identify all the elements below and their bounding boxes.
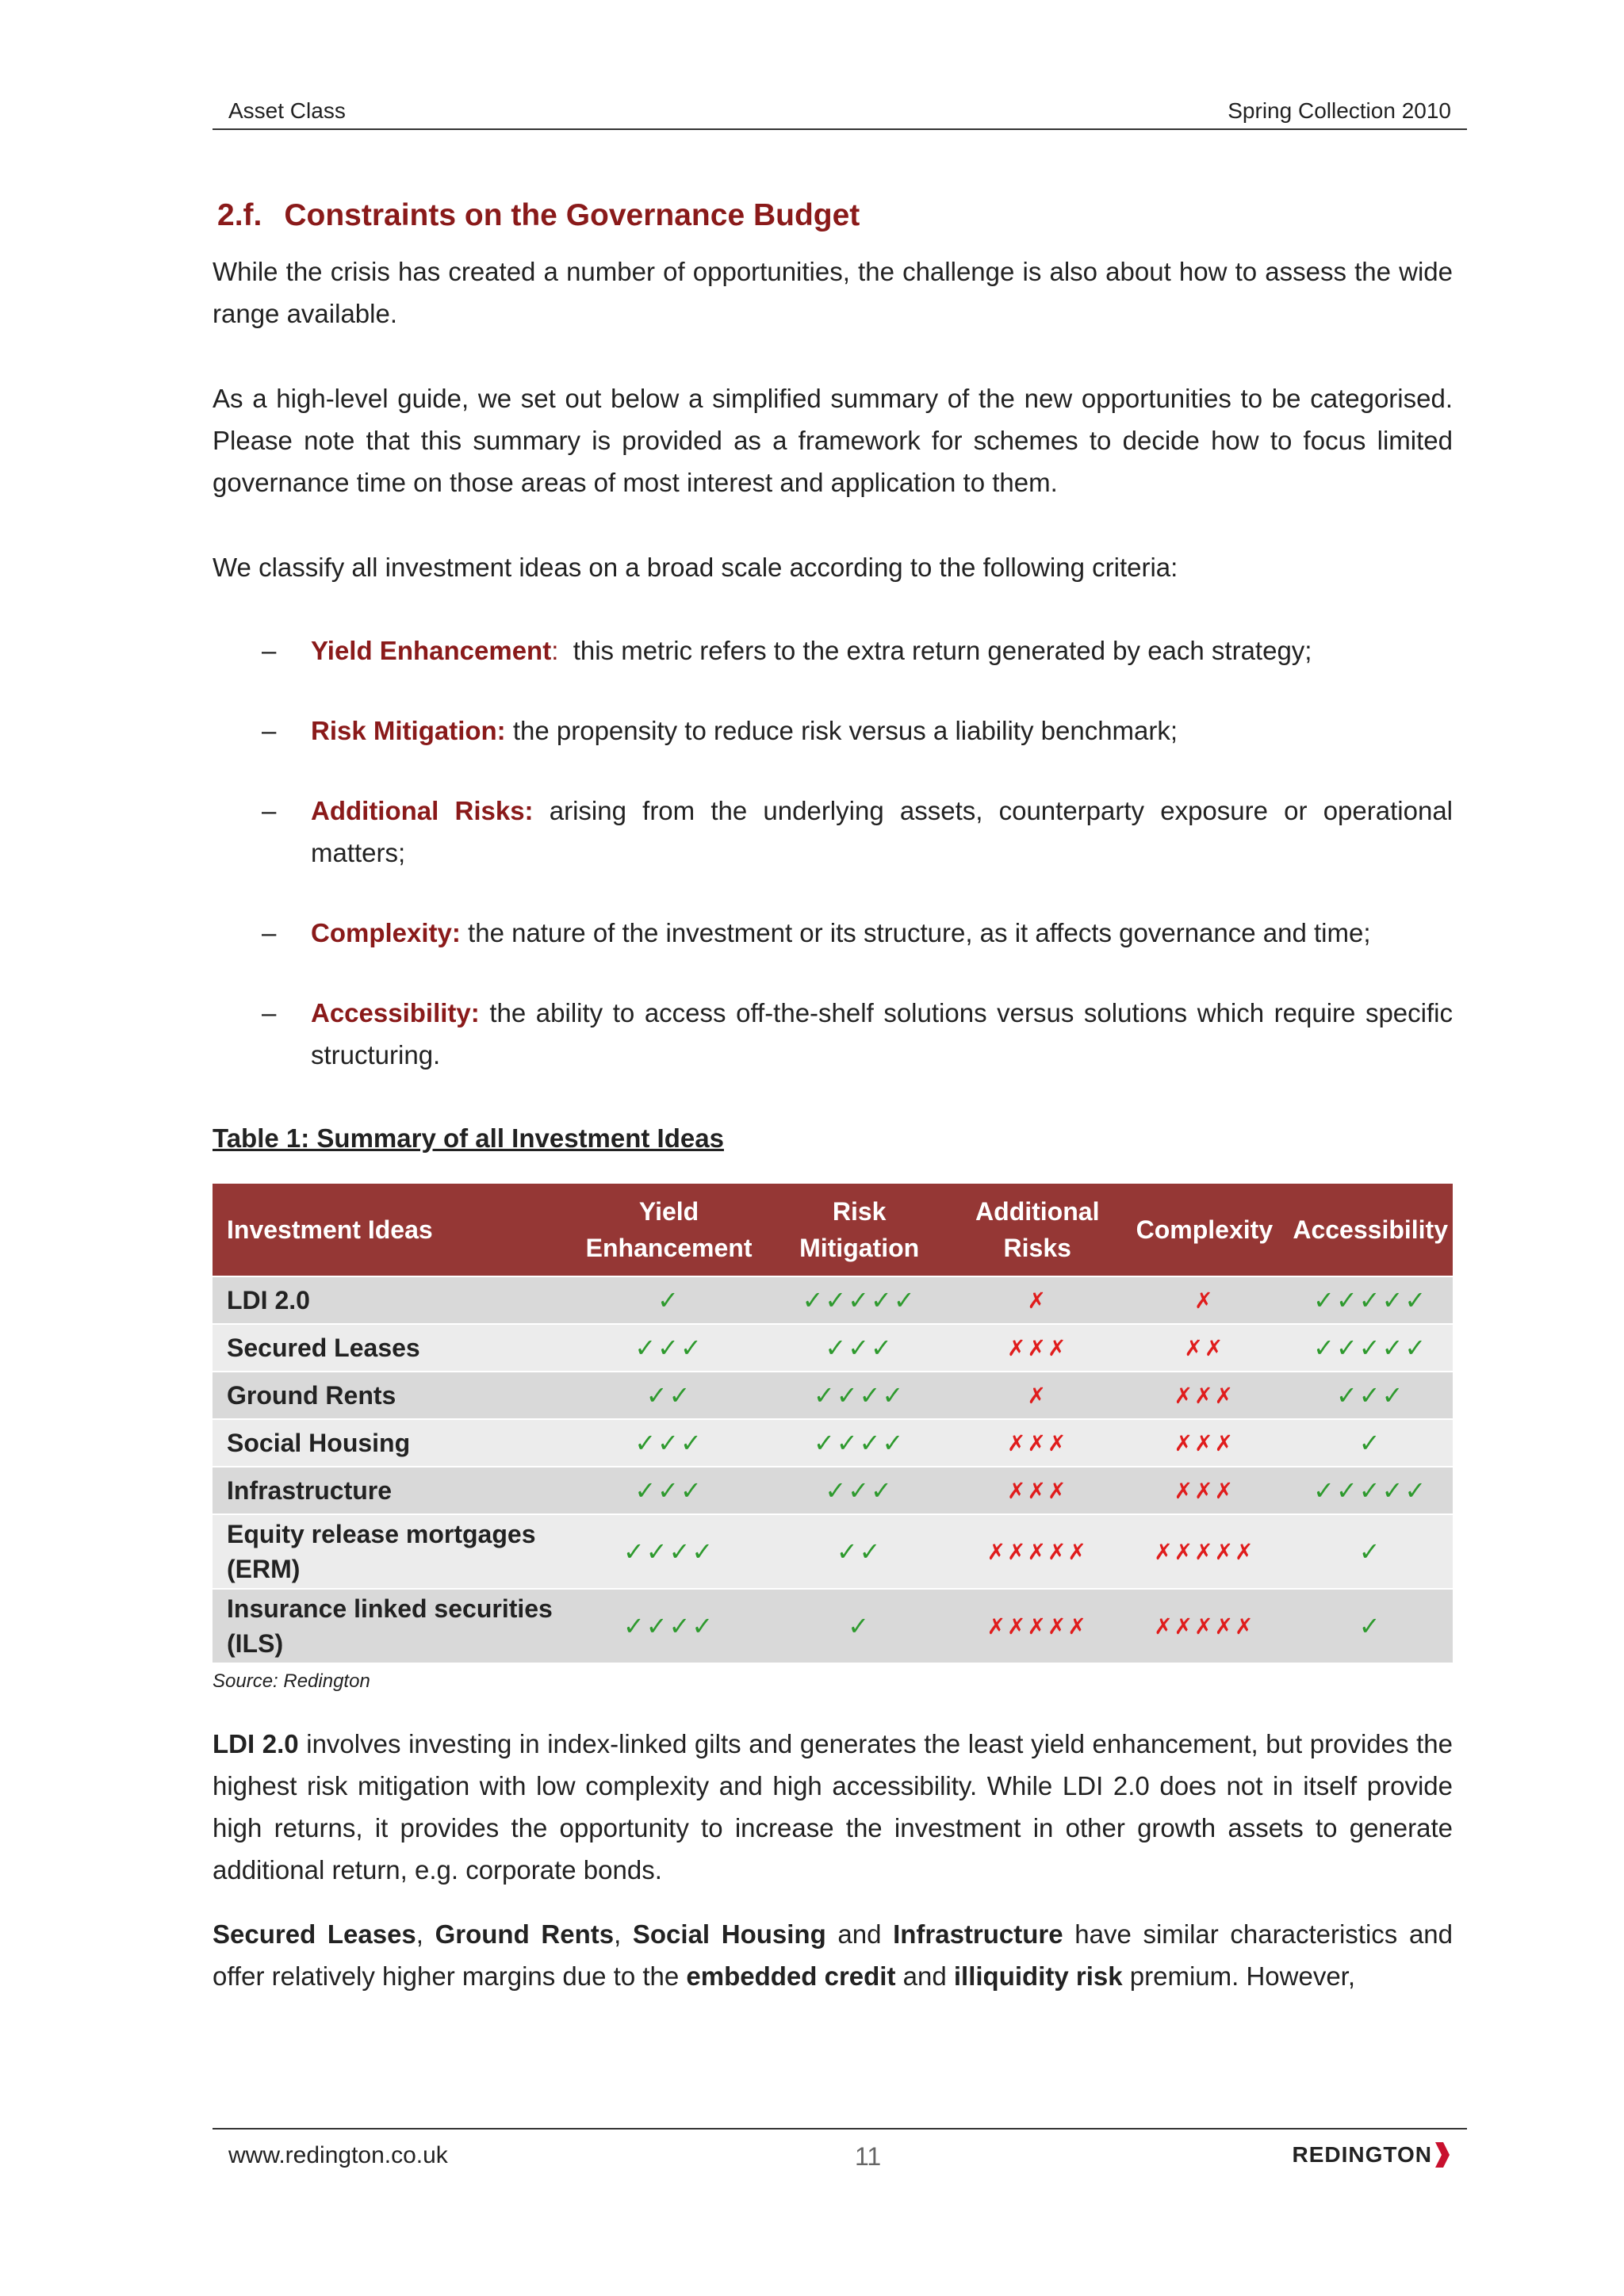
- redington-logo: [1293, 2139, 1452, 2171]
- paragraph-text: ,: [416, 1919, 435, 1949]
- criteria-item: [213, 629, 1453, 672]
- footer-website-link[interactable]: www.redington.co.uk: [228, 2142, 448, 2168]
- accessibility-rating: ✓✓✓✓✓: [1288, 1324, 1453, 1372]
- column-header-accessibility: Accessibility: [1288, 1184, 1453, 1276]
- section-number: 2.f.: [217, 198, 262, 232]
- logo-chevron-icon: [1434, 2141, 1451, 2169]
- table-row: [213, 1324, 1453, 1372]
- additional-risk-rating: ✗: [954, 1372, 1120, 1419]
- column-header-yield-enhancement: Yield Enhancement: [573, 1184, 764, 1276]
- ldi-paragraph: [213, 1723, 1453, 1891]
- page-number: 11: [855, 2142, 882, 2171]
- investment-ideas-table: [213, 1184, 1453, 1663]
- paragraph-text: involves investing in index-linked gilts and generates the least yield enhancement, but provides the highest risk mitigation with low complexity and high accessibility. While LDI 2.0 does not in itself provide high returns, it provides the opportunity to increase the investment in other growth assets to generate additional return, e.g. corporate bonds.: [213, 1729, 1453, 1885]
- additional-risk-rating: ✗✗✗✗✗: [954, 1589, 1120, 1663]
- emphasis: embedded credit: [686, 1961, 896, 1991]
- emphasis: illiquidity risk: [953, 1961, 1123, 1991]
- table-source: Source: Redington: [213, 1670, 370, 1692]
- idea-name: Social Housing: [213, 1419, 573, 1467]
- table-row: [213, 1276, 1453, 1324]
- criteria-text: the nature of the investment or its structure, as it affects governance and time;: [460, 918, 1371, 947]
- complexity-rating: ✗✗✗✗✗: [1120, 1514, 1288, 1589]
- section-title: Constraints on the Governance Budget: [284, 198, 860, 232]
- header-publication-label: Spring Collection 2010: [1228, 98, 1451, 123]
- additional-risk-rating: ✗: [954, 1276, 1120, 1324]
- section-heading: [217, 198, 1453, 233]
- criteria-intro-paragraph: We classify all investment ideas on a broad scale according to the following criteria:: [213, 553, 1178, 582]
- criteria-text: this metric refers to the extra return generated by each strategy;: [558, 636, 1312, 665]
- yield-rating: ✓✓✓: [573, 1419, 764, 1467]
- accessibility-rating: ✓✓✓✓✓: [1288, 1276, 1453, 1324]
- additional-risk-rating: ✗✗✗: [954, 1467, 1120, 1514]
- criteria-term: Accessibility:: [311, 998, 480, 1027]
- risk-rating: ✓✓✓: [764, 1467, 954, 1514]
- column-header-risk-mitigation: Risk Mitigation: [764, 1184, 954, 1276]
- intro-paragraph: While the crisis has created a number of opportunities, the challenge is also about how to assess the wide range available.: [213, 257, 1453, 328]
- criteria-text: the ability to access off-the-shelf solutions versus solutions which require specific structuring.: [311, 998, 1453, 1070]
- complexity-rating: ✗✗✗: [1120, 1419, 1288, 1467]
- idea-name: Equity release mortgages (ERM): [213, 1514, 573, 1589]
- page-content: [213, 198, 1453, 2019]
- additional-risk-rating: ✗✗✗✗✗: [954, 1514, 1120, 1589]
- secured-leases-paragraph: [213, 1913, 1453, 1997]
- complexity-rating: ✗✗✗: [1120, 1467, 1288, 1514]
- yield-rating: ✓✓✓✓: [573, 1514, 764, 1589]
- paragraph-text: and: [895, 1961, 954, 1991]
- risk-rating: ✓: [764, 1589, 954, 1663]
- criteria-item: [213, 710, 1453, 752]
- yield-rating: ✓✓✓: [573, 1324, 764, 1372]
- page-header: [213, 94, 1467, 130]
- paragraph-text: have similar characteristics and offer relatively higher margins due to the: [213, 1919, 1453, 1991]
- criteria-item: [213, 912, 1453, 954]
- additional-risk-rating: ✗✗✗: [954, 1419, 1120, 1467]
- guide-paragraph: As a high-level guide, we set out below a simplified summary of the new opportunities to be categorised. Please note that this summary is provided as a framework for schemes to decide how to focus limited governance time on those areas of most interest and application to them.: [213, 384, 1453, 497]
- table-header-row: [213, 1184, 1453, 1276]
- criteria-item: [213, 992, 1453, 1076]
- yield-rating: ✓✓✓✓: [573, 1589, 764, 1663]
- table-caption: Table 1: Summary of all Investment Ideas: [213, 1123, 724, 1153]
- accessibility-rating: ✓✓✓: [1288, 1372, 1453, 1419]
- dash-bullet: –: [262, 716, 277, 745]
- idea-name: Secured Leases: [213, 1324, 573, 1372]
- criteria-text: the propensity to reduce risk versus a liability benchmark;: [505, 716, 1178, 745]
- risk-rating: ✓✓: [764, 1514, 954, 1589]
- complexity-rating: ✗✗: [1120, 1324, 1288, 1372]
- emphasis: Ground Rents: [435, 1919, 615, 1949]
- page-footer: [213, 2128, 1467, 2193]
- dash-bullet: –: [262, 918, 277, 947]
- column-header-additional-risks: Additional Risks: [954, 1184, 1120, 1276]
- criteria-text: arising from the underlying assets, counterparty exposure or operational matters;: [311, 796, 1453, 867]
- yield-rating: ✓: [573, 1276, 764, 1324]
- accessibility-rating: ✓: [1288, 1419, 1453, 1467]
- paragraph-text: ,: [614, 1919, 633, 1949]
- table-row: [213, 1467, 1453, 1514]
- emphasis: Social Housing: [632, 1919, 826, 1949]
- logo-wordmark: REDINGTON: [1292, 2142, 1432, 2167]
- criteria-list: [213, 629, 1453, 1076]
- idea-name: Infrastructure: [213, 1467, 573, 1514]
- complexity-rating: ✗✗✗: [1120, 1372, 1288, 1419]
- risk-rating: ✓✓✓✓✓: [764, 1276, 954, 1324]
- complexity-rating: ✗✗✗✗✗: [1120, 1589, 1288, 1663]
- criteria-term: Yield Enhancement: [311, 636, 552, 665]
- table-row: [213, 1589, 1453, 1663]
- table-row: [213, 1514, 1453, 1589]
- idea-name: LDI 2.0: [213, 1276, 573, 1324]
- accessibility-rating: ✓✓✓✓✓: [1288, 1467, 1453, 1514]
- paragraph-text: premium. However,: [1122, 1961, 1356, 1991]
- emphasis: Secured Leases: [213, 1919, 416, 1949]
- table-row: [213, 1372, 1453, 1419]
- risk-rating: ✓✓✓✓: [764, 1372, 954, 1419]
- column-header-complexity: Complexity: [1120, 1184, 1288, 1276]
- table-row: [213, 1419, 1453, 1467]
- accessibility-rating: ✓: [1288, 1514, 1453, 1589]
- criteria-separator: :: [551, 636, 559, 665]
- header-section-label: Asset Class: [228, 98, 346, 123]
- dash-bullet: –: [262, 998, 277, 1027]
- emphasis: LDI 2.0: [213, 1729, 299, 1758]
- yield-rating: ✓✓✓: [573, 1467, 764, 1514]
- yield-rating: ✓✓: [573, 1372, 764, 1419]
- dash-bullet: –: [262, 796, 277, 825]
- criteria-term: Complexity:: [311, 918, 461, 947]
- criteria-item: [213, 790, 1453, 874]
- accessibility-rating: ✓: [1288, 1589, 1453, 1663]
- criteria-term: Additional Risks:: [311, 796, 534, 825]
- additional-risk-rating: ✗✗✗: [954, 1324, 1120, 1372]
- complexity-rating: ✗: [1120, 1276, 1288, 1324]
- risk-rating: ✓✓✓: [764, 1324, 954, 1372]
- column-header-investment-ideas: Investment Ideas: [213, 1184, 573, 1276]
- risk-rating: ✓✓✓✓: [764, 1419, 954, 1467]
- paragraph-text: and: [825, 1919, 894, 1949]
- criteria-term: Risk Mitigation:: [311, 716, 506, 745]
- dash-bullet: –: [262, 636, 277, 665]
- emphasis: Infrastructure: [893, 1919, 1063, 1949]
- idea-name: Insurance linked securities (ILS): [213, 1589, 573, 1663]
- idea-name: Ground Rents: [213, 1372, 573, 1419]
